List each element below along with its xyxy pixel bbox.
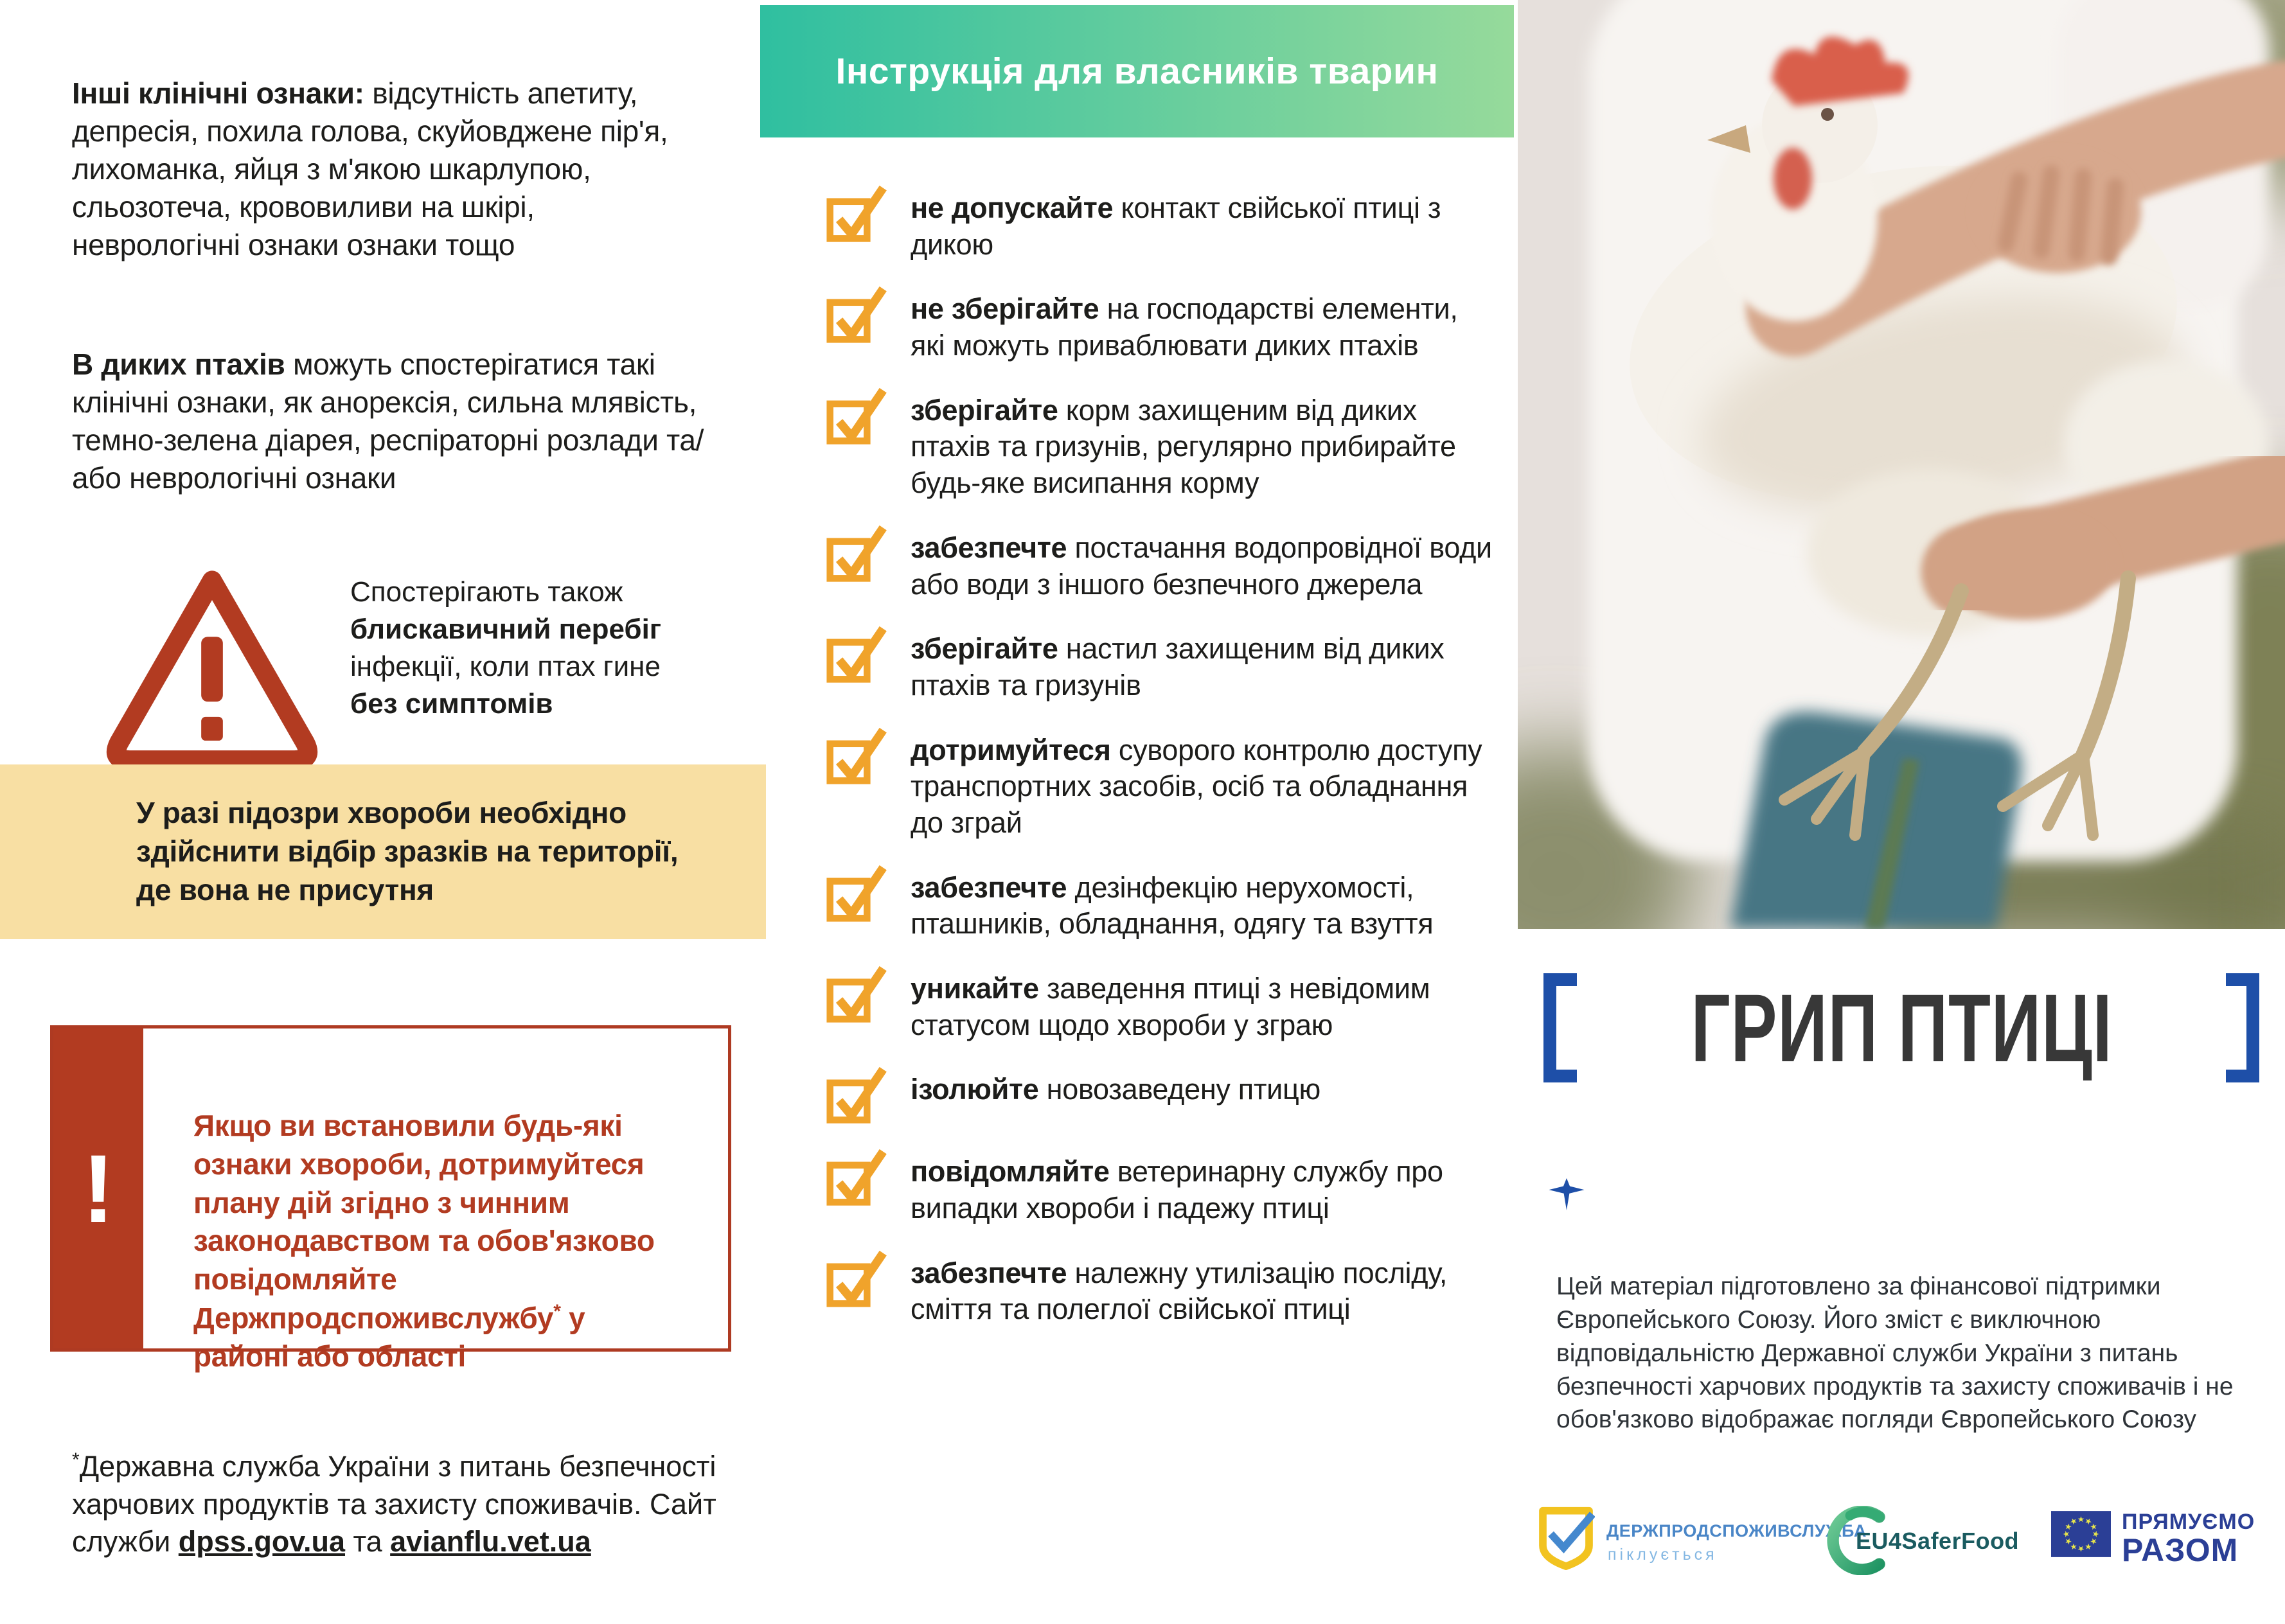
dpss-link[interactable]: dpss.gov.ua [178, 1525, 346, 1558]
checkbox-icon [826, 963, 887, 1025]
sampling-callout-text: У разі підозри хвороби необхідно здійснити відбір зразків на території, де вона не присутня [136, 796, 679, 906]
chicken-photo [1518, 0, 2285, 929]
star-arrow-icon [1546, 1178, 1587, 1210]
report-alert-part2: у районі або області [193, 1301, 585, 1373]
warning-line-2: блискавичний перебіг [350, 613, 662, 646]
checkbox-icon [826, 283, 887, 345]
footnote-text: Державна служба України з питань безпечності харчових продуктів та захисту споживачів. Сайт служби [72, 1450, 716, 1558]
checklist-rest: постачання водопровідної води або води з іншого безпечного джерела [911, 531, 1492, 601]
checkbox-icon [826, 862, 887, 924]
report-alert-part1: Якщо ви встановили будь-які ознаки хвороби, дотримуйтеся плану дій згідно з чинним законодавством та обов'язково повідомляйте Держпродспоживслужбу [193, 1109, 655, 1335]
checklist-keyword: зберігайте [911, 632, 1058, 666]
checklist-text [911, 1154, 1492, 1226]
checklist-item [826, 631, 1516, 703]
checklist-rest: корм захищеним від диких птахів та гризунів, регулярно прибирайте будь-яке висипання корму [911, 393, 1456, 500]
checklist-item [826, 530, 1516, 603]
avianflu-link[interactable]: avianflu.vet.ua [390, 1525, 591, 1558]
eu-pryamuyemo-razom-logo [2051, 1508, 2282, 1579]
wild-birds-paragraph [72, 346, 734, 497]
instructions-header-band [760, 5, 1514, 137]
wild-birds-text: можуть спостерігатися такі клінічні ознаки, як анорексія, сильна млявість, темно-зелена діарея, респіраторні розлади та/або неврологічні ознаки [72, 348, 704, 495]
checklist-keyword: зберігайте [911, 393, 1058, 427]
checklist-text [911, 732, 1492, 842]
checklist-rest: дезінфекцію нерухомості, пташників, обладнання, одягу та взуття [911, 870, 1434, 940]
checkbox-icon [826, 1146, 887, 1208]
right-bracket-icon [2226, 973, 2259, 1082]
dpss-logo-tagline: піклується [1608, 1546, 1718, 1564]
report-alert-text [193, 1107, 688, 1376]
clinical-signs-text: відсутність апетиту, депресія, похила голова, скуйовджене пір'я, лихоманка, яйця з м'якою шкарлупою, сльозотеча, крововиливи на шкірі, неврологічні ознаки ознаки тощо [72, 76, 668, 261]
warning-line-4: без симптомів [350, 688, 553, 720]
left-bracket-icon [1543, 973, 1577, 1082]
checklist-item [826, 732, 1516, 842]
checklist-text [911, 291, 1492, 364]
warning-triangle-icon [103, 565, 321, 764]
dpss-logo [1537, 1506, 1867, 1576]
checklist-item [826, 393, 1516, 502]
sampling-callout-box [0, 764, 766, 939]
eu-disclaimer-text: Цей матеріал підготовлено за фінансової підтримки Європейського Союзу. Його зміст є виключною відповідальністю Державної служби України з питань безпечності харчових продуктів та захисту споживачів і не обов'язково відображає погляди Європейського Союзу [1556, 1273, 2234, 1434]
checklist-keyword: уникайте [911, 972, 1039, 1005]
checklist-item [826, 190, 1516, 263]
eu-logo-text-line1: ПРЯМУЄМО [2122, 1510, 2255, 1534]
checklist-rest: настил захищеним від диких птахів та гризунів [911, 632, 1445, 702]
alert-sidebar [53, 1028, 143, 1348]
checklist-text [911, 393, 1492, 502]
wild-birds-lead: В диких птахів [72, 348, 285, 381]
checkbox-icon [826, 725, 887, 786]
page-title: ГРИП ПТИЦІ [1691, 973, 2112, 1082]
checklist-item [826, 971, 1516, 1043]
checklist-keyword: забезпечте [911, 531, 1067, 564]
checklist-item [826, 291, 1516, 364]
exclamation-icon: ! [82, 1134, 114, 1242]
checklist-keyword: забезпечте [911, 1256, 1067, 1289]
checkbox-icon [826, 623, 887, 685]
checklist-item [826, 870, 1516, 942]
footnote-asterisk: * [72, 1449, 80, 1470]
eu-flag-icon [2051, 1511, 2111, 1557]
checklist-text [911, 631, 1492, 703]
checklist-rest: контакт свійської птиці з дикою [911, 191, 1441, 261]
eu-logo-text-line2: РАЗОМ [2122, 1532, 2239, 1568]
checklist-text [911, 190, 1492, 263]
checklist-keyword: не допускайте [911, 191, 1114, 224]
checklist-text [911, 870, 1492, 942]
warning-line-3: інфекції, коли птах гине [350, 651, 661, 683]
report-alert-box [50, 1025, 731, 1373]
checkbox-icon [826, 385, 887, 446]
checklist-text [911, 1072, 1492, 1108]
checklist-keyword: ізолюйте [911, 1073, 1039, 1106]
checklist-rest: новозаведену птицю [1038, 1073, 1320, 1106]
checklist-rest: суворого контролю доступу транспортних засобів, осіб та обладнання до зграй [911, 733, 1482, 839]
warning-line-1: Спостерігають також [350, 576, 623, 608]
footnote-conjunction: та [345, 1525, 391, 1558]
clinical-signs-paragraph [72, 75, 708, 263]
asterisk-superscript: * [553, 1300, 561, 1322]
title-block [1518, 964, 2285, 1092]
checklist-item [826, 1255, 1516, 1328]
checklist-keyword: не зберігайте [911, 292, 1099, 326]
footnote [72, 1447, 727, 1561]
checklist-rest: ветеринарну службу про випадки хвороби і падежу птиці [911, 1155, 1443, 1225]
eu4saferfood-logo [1822, 1506, 2054, 1576]
eu4saferfood-logo-text: EU4SaferFood [1856, 1528, 2020, 1554]
checklist-rest: належну утилізацію посліду, сміття та полеглої свійської птиці [911, 1256, 1448, 1326]
checklist-keyword: дотримуйтеся [911, 733, 1111, 766]
checkbox-icon [826, 1064, 887, 1125]
checklist-text [911, 971, 1492, 1043]
checklist-keyword: повідомляйте [911, 1155, 1110, 1188]
checkbox-icon [826, 182, 887, 244]
checkbox-icon [826, 1248, 887, 1309]
dpss-shield-icon [1537, 1506, 1595, 1570]
checklist-item [826, 1072, 1516, 1125]
clinical-signs-lead: Інші клінічні ознаки: [72, 76, 364, 110]
checklist-text [911, 530, 1492, 603]
checklist-text [911, 1255, 1492, 1328]
dpss-logo-text: ДЕРЖПРОДСПОЖИВСЛУЖБА [1606, 1521, 1867, 1540]
instructions-title: Інструкція для власників тварин [835, 51, 1439, 92]
warning-text [350, 574, 736, 723]
checklist-keyword: забезпечте [911, 870, 1067, 904]
checkbox-icon [826, 522, 887, 584]
checklist-rest: заведення птиці з невідомим статусом щодо хвороби у зграю [911, 972, 1430, 1041]
checklist-rest: на господарстві елементи, які можуть приваблювати диких птахів [911, 292, 1458, 362]
owner-checklist [826, 190, 1516, 1328]
checklist-item [826, 1154, 1516, 1226]
